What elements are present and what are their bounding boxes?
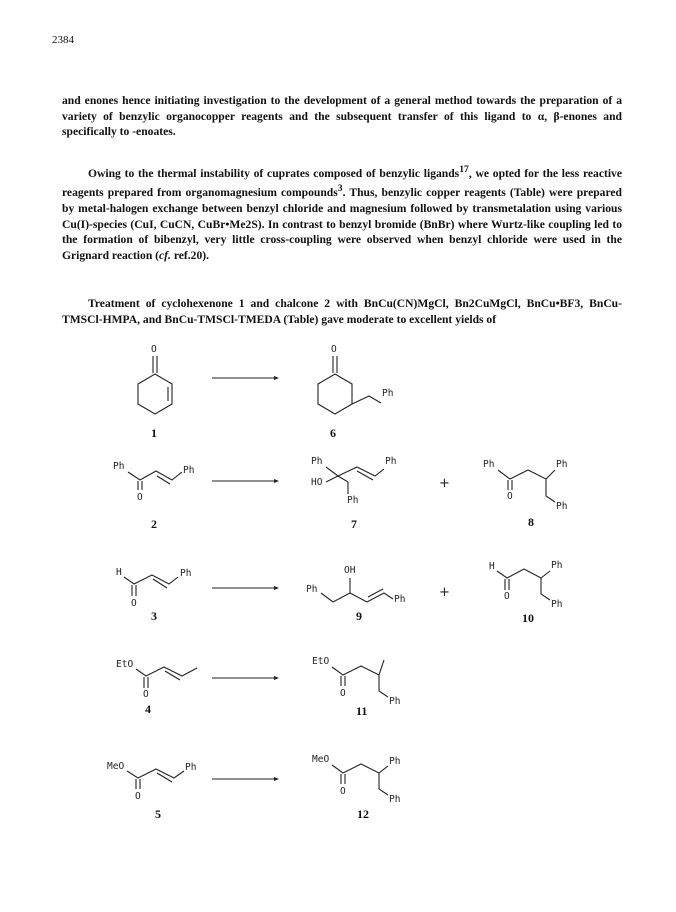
atom-label-ph: Ph <box>389 756 401 767</box>
p2-text-b: , we opted for the less reactive reagents prepared from organomagnesium compounds <box>62 166 622 200</box>
atom-label-ph: Ph <box>113 461 125 472</box>
atom-label-o: O <box>135 791 141 802</box>
reference-3: 3 <box>337 183 343 195</box>
atom-label-meo: MeO <box>107 761 125 772</box>
arrowhead-5 <box>274 777 279 781</box>
compound-10-structure <box>489 560 562 610</box>
atom-label-ph: Ph <box>183 465 195 476</box>
compound-number-7: 7 <box>351 517 357 531</box>
atom-label-ph: Ph <box>382 388 394 399</box>
atom-label-ph: Ph <box>385 456 397 467</box>
compound-11-structure <box>312 656 400 707</box>
atom-label-o: O <box>504 591 510 602</box>
atom-label-ph: Ph <box>185 762 197 773</box>
compound-7-structure <box>311 456 396 506</box>
compound-12-structure <box>312 754 400 805</box>
atom-label-o: O <box>151 344 157 355</box>
p2-cf: cf. <box>159 248 171 262</box>
atom-label-o: O <box>507 491 513 502</box>
p2-text-d: ref.20). <box>170 248 210 262</box>
atom-label-ph: Ph <box>551 599 563 610</box>
compound-number-9: 9 <box>356 609 362 623</box>
reference-17: 17 <box>459 164 469 175</box>
arrowhead-2 <box>274 479 279 483</box>
atom-label-o: O <box>340 688 346 699</box>
compound-2-structure <box>113 461 194 503</box>
compound-6-structure <box>318 344 393 414</box>
paragraph-intro: and enones hence initiating investigation to the development of a general method towards the preparation of a variety of benzylic organocopper reagents and the subsequent transfer of this ligand to α, β-enones and specifically to -enoates. <box>62 94 622 139</box>
compound-number-4: 4 <box>145 702 151 716</box>
atom-label-h: H <box>489 561 495 572</box>
compound-8-structure <box>483 459 567 512</box>
compound-number-1: 1 <box>151 426 157 440</box>
arrowhead-3 <box>274 586 279 590</box>
page-number: 2384 <box>52 34 74 46</box>
arrowhead-1 <box>274 376 279 380</box>
atom-label-eto: EtO <box>116 659 134 670</box>
atom-label-ph: Ph <box>306 584 318 595</box>
atom-label-oh: OH <box>344 565 356 576</box>
compound-number-8: 8 <box>528 515 534 529</box>
paragraph-treatment: Treatment of cyclohexenone 1 and chalcone 2 with BnCu(CN)MgCl, Bn2CuMgCl, BnCu•BF3, BnCu-TMSCl-HMPA, and BnCu-TMSCl-TMEDA (Table) gave moderate to excellent yields of <box>62 297 622 326</box>
atom-label-eto: EtO <box>312 656 330 667</box>
atom-label-h: H <box>116 567 122 578</box>
arrowhead-4 <box>274 676 279 680</box>
compound-number-2: 2 <box>151 517 157 531</box>
compound-5-structure <box>107 761 196 802</box>
atom-label-ho: HO <box>311 477 323 488</box>
p2-text-c: . Thus, benzylic copper reagents (Table) were prepared by metal-halogen exchange between benzyl chloride and magnesium followed by transmetalation using various Cu(I)-species (CuI, CuCN, CuBr•Me2S). In contrast to benzyl bromide (BnBr) where Wurtz-like coupling led to the formation of bibenzyl, very little cross-coupling were observed when benzyl chloride were used in the Grignard reaction ( <box>62 186 622 262</box>
atom-label-meo: MeO <box>312 754 330 765</box>
plus-sign: + <box>439 585 450 600</box>
compound-1-structure <box>138 344 172 414</box>
atom-label-ph: Ph <box>483 459 495 470</box>
atom-label-o: O <box>143 689 149 700</box>
compound-number-11: 11 <box>356 704 368 718</box>
atom-label-ph: Ph <box>389 794 401 805</box>
atom-label-ph: Ph <box>180 568 192 579</box>
atom-label-ph: Ph <box>347 495 359 506</box>
p2-text-a: Owing to the thermal instability of cuprates composed of benzylic ligands <box>88 166 460 180</box>
atom-label-o: O <box>340 786 346 797</box>
atom-label-ph: Ph <box>311 456 323 467</box>
compound-4-structure <box>116 659 197 700</box>
atom-label-ph: Ph <box>556 501 568 512</box>
atom-label-o: O <box>137 492 143 503</box>
compound-number-6: 6 <box>330 426 336 440</box>
atom-label-ph: Ph <box>394 594 406 605</box>
atom-label-ph: Ph <box>556 459 568 470</box>
atom-label-ph: Ph <box>551 560 563 571</box>
atom-label-ph: Ph <box>389 696 401 707</box>
atom-label-o: O <box>131 598 137 609</box>
atom-label-o: O <box>331 344 337 355</box>
compound-number-12: 12 <box>357 807 369 821</box>
compound-number-5: 5 <box>155 807 161 821</box>
compound-3-structure <box>116 567 191 609</box>
plus-sign: + <box>439 476 450 491</box>
compound-number-3: 3 <box>151 609 157 623</box>
compound-9-structure <box>306 565 405 605</box>
compound-number-10: 10 <box>522 611 534 625</box>
